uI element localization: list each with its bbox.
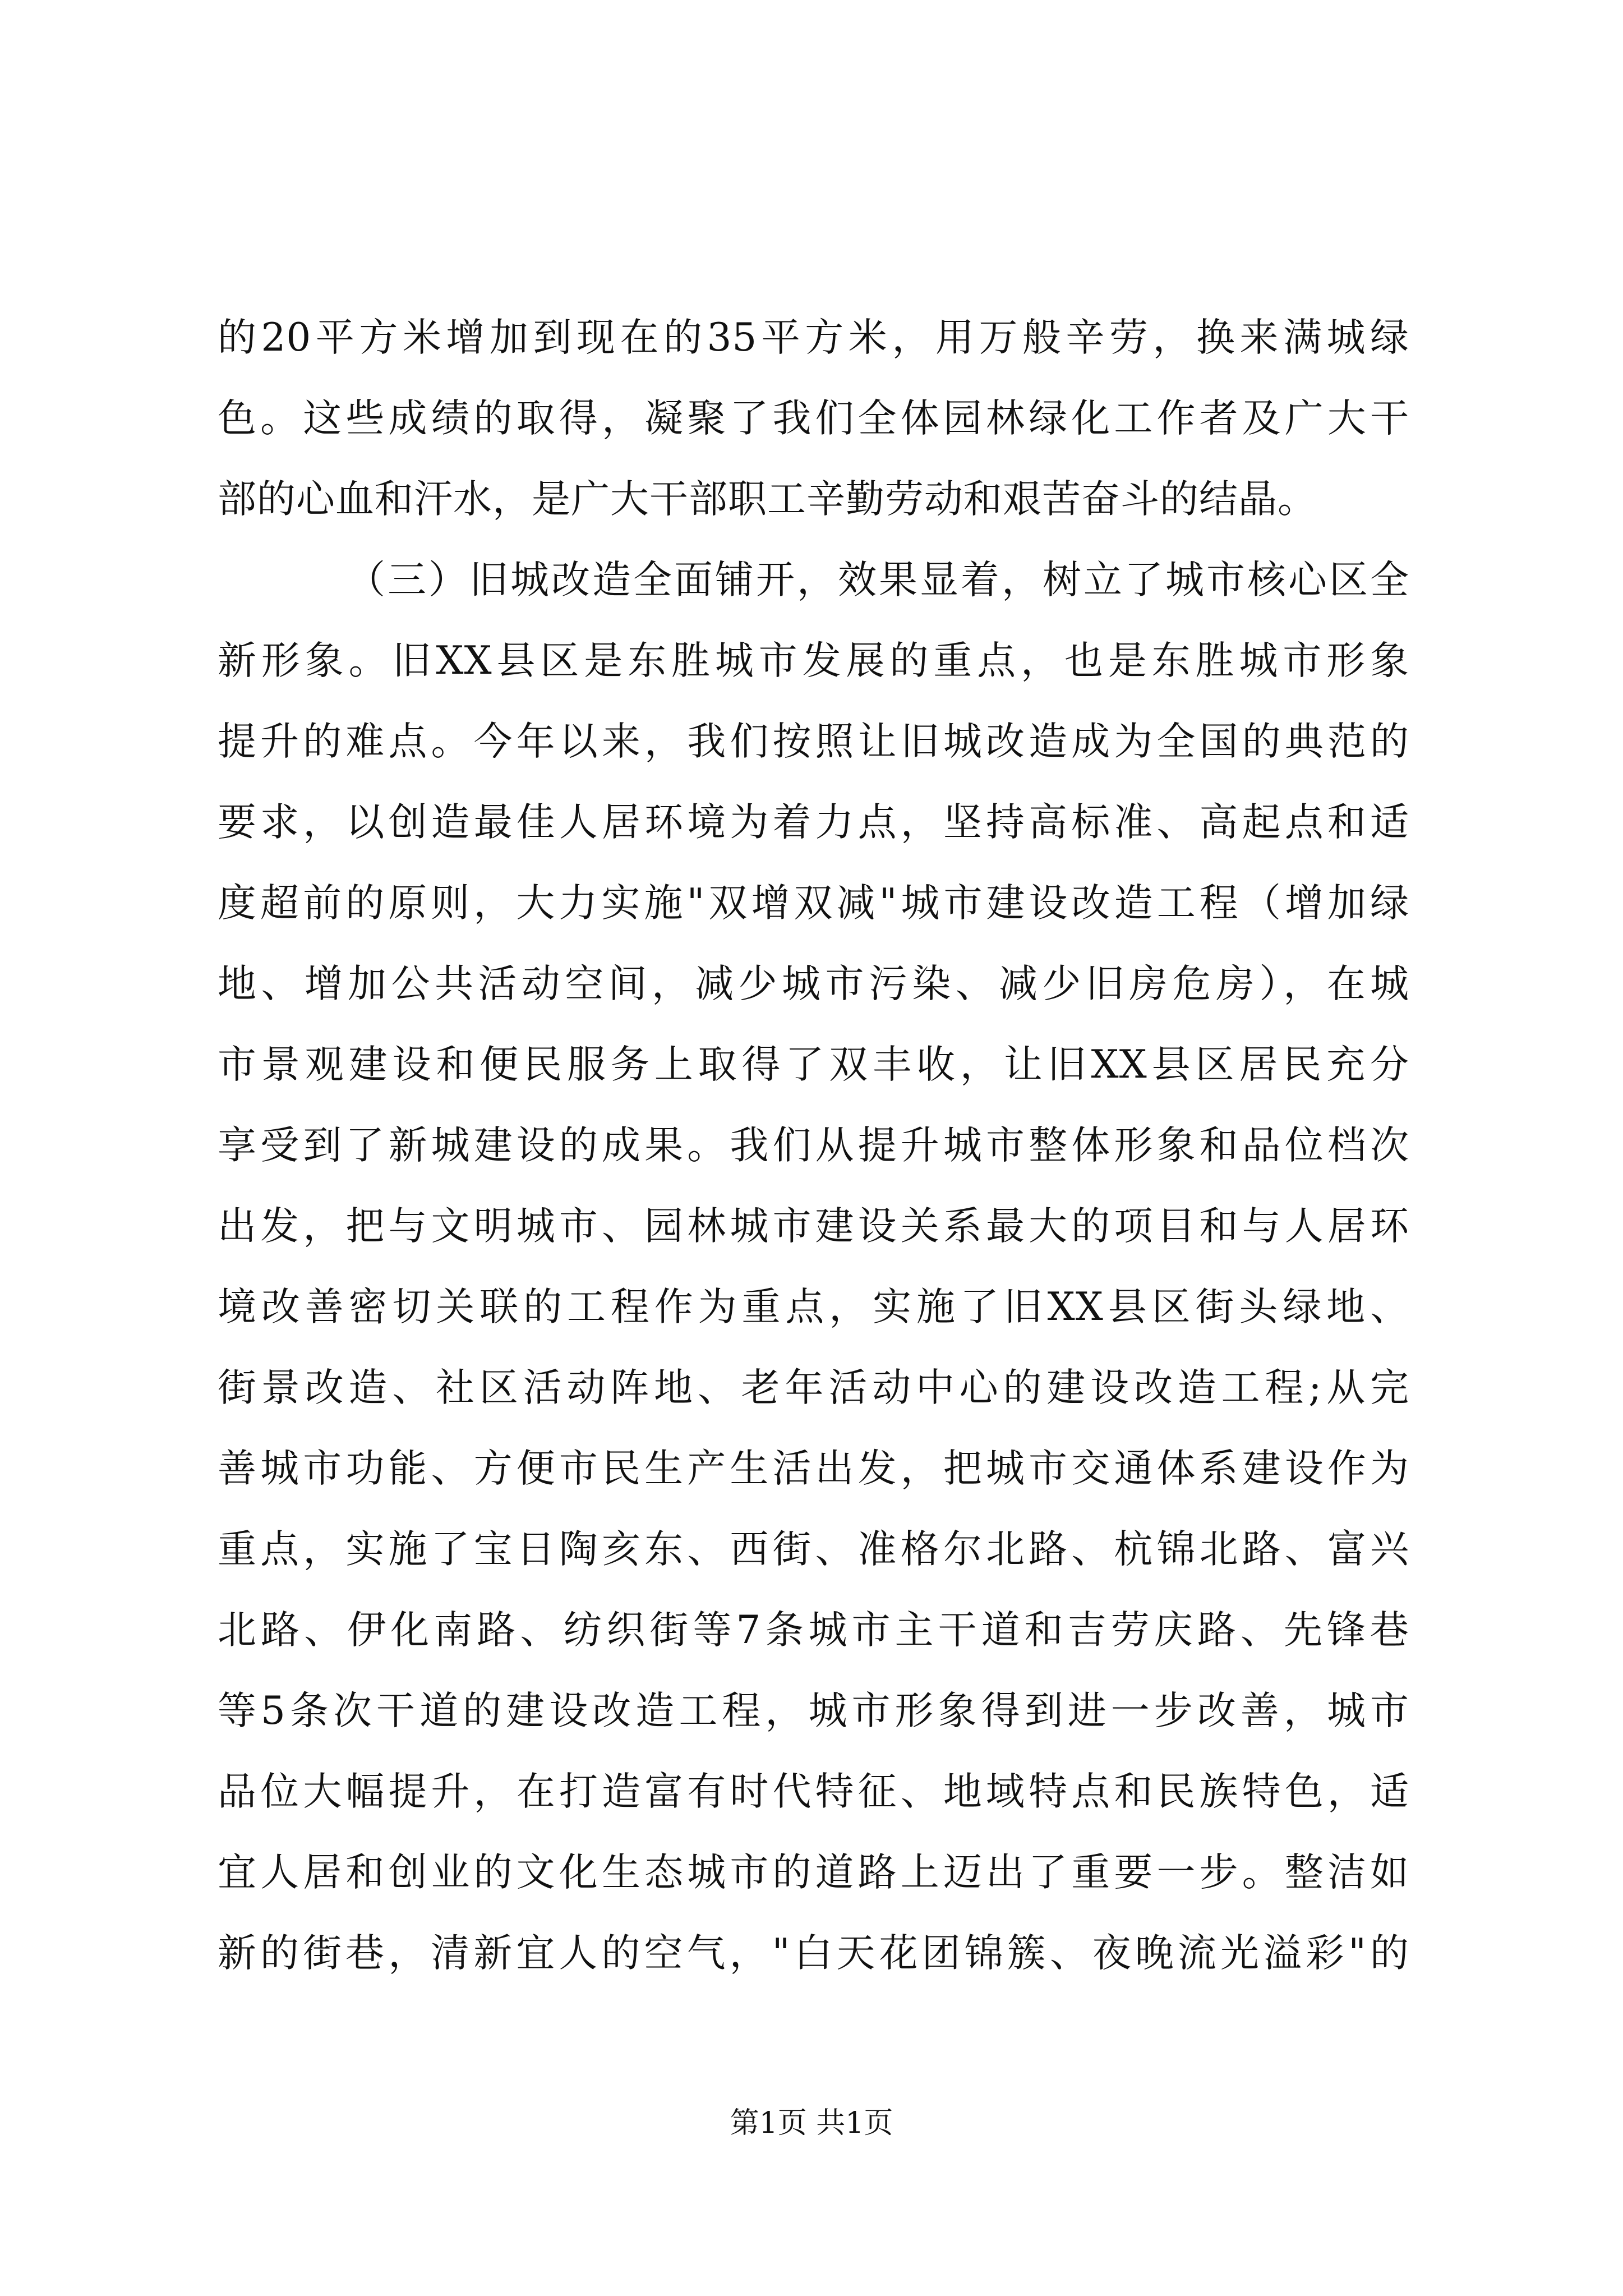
paragraph-line: 部的心血和汗水，是广大干部职工辛勤劳动和艰苦奋斗的结晶。 bbox=[218, 477, 1317, 522]
paragraph-line: 度超前的原则，大力实施"双增双减"城市建设改造工程（增加绿 bbox=[218, 881, 1409, 926]
paragraph-line: 地、增加公共活动空间，减少城市污染、减少旧房危房），在城 bbox=[218, 961, 1409, 1006]
paragraph-line: 享受到了新城建设的成果。我们从提升城市整体形象和品位档次 bbox=[218, 1123, 1409, 1168]
page-footer bbox=[0, 2101, 1623, 2146]
paragraph-line: 品位大幅提升，在打造富有时代特征、地域特点和民族特色，适 bbox=[218, 1769, 1409, 1814]
section-heading-line: （三）旧城改造全面铺开，效果显着，树立了城市核心区全 bbox=[347, 558, 1409, 602]
paragraph-line: 善城市功能、方便市民生产生活出发，把城市交通体系建设作为 bbox=[218, 1446, 1409, 1491]
paragraph-line: 新形象。旧XX县区是东胜城市发展的重点，也是东胜城市形象 bbox=[218, 638, 1409, 683]
paragraph-line: 出发，把与文明城市、园林城市建设关系最大的项目和与人居环 bbox=[218, 1204, 1409, 1249]
paragraph-line: 新的街巷，清新宜人的空气，"白天花团锦簇、夜晚流光溢彩"的 bbox=[218, 1931, 1409, 1976]
paragraph-line: 街景改造、社区活动阵地、老年活动中心的建设改造工程;从完 bbox=[218, 1365, 1409, 1410]
paragraph-line: 重点，实施了宝日陶亥东、西街、准格尔北路、杭锦北路、富兴 bbox=[218, 1527, 1409, 1572]
paragraph-line: 等5条次干道的建设改造工程，城市形象得到进一步改善，城市 bbox=[218, 1688, 1409, 1733]
paragraph-line: 色。这些成绩的取得，凝聚了我们全体园林绿化工作者及广大干 bbox=[218, 396, 1409, 441]
page-number-label: 第1页 共1页 bbox=[730, 2106, 893, 2140]
paragraph-line: 提升的难点。今年以来，我们按照让旧城改造成为全国的典范的 bbox=[218, 719, 1409, 764]
paragraph-line: 境改善密切关联的工程作为重点，实施了旧XX县区街头绿地、 bbox=[218, 1285, 1409, 1329]
paragraph-line: 市景观建设和便民服务上取得了双丰收，让旧XX县区居民充分 bbox=[218, 1042, 1409, 1087]
document-body bbox=[218, 297, 1409, 1994]
paragraph-line: 的20平方米增加到现在的35平方米，用万般辛劳，换来满城绿 bbox=[218, 315, 1409, 360]
paragraph-line: 北路、伊化南路、纺织街等7条城市主干道和吉劳庆路、先锋巷 bbox=[218, 1608, 1409, 1653]
paragraph-line: 要求，以创造最佳人居环境为着力点，坚持高标准、高起点和适 bbox=[218, 800, 1409, 845]
paragraph-line: 宜人居和创业的文化生态城市的道路上迈出了重要一步。整洁如 bbox=[218, 1850, 1409, 1895]
